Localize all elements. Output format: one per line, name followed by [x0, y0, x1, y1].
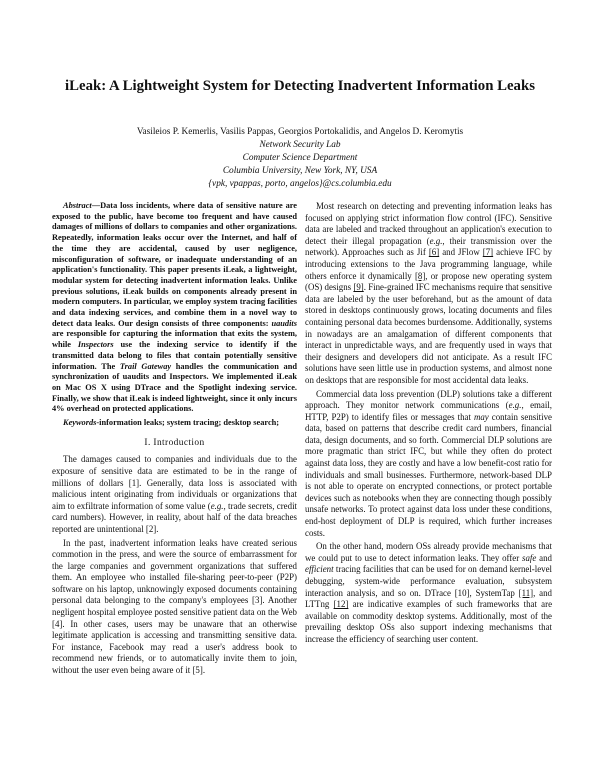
paragraph-text: The damages caused to companies and individuals due to the exposure of sensitive data are estimated to be in the range of millions of dollars [1]. Generally, data loss is associated with malicious intent originating from individuals or organizations that aim to exfiltrate information of some value ( — [52, 454, 297, 511]
intro-paragraph-1 — [52, 454, 297, 535]
paragraph-text: e.g. — [429, 235, 443, 246]
paragraph-text: Commercial data loss prevention (DLP) solutions take a different approach. They monitor network communications ( — [305, 388, 552, 411]
paragraph-text: On the other hand, modern OSs already provide mechanisms that we could put to use to detect information leaks. They offer — [305, 541, 552, 563]
right-paragraph-1 — [305, 201, 552, 387]
paragraph-text: e.g. — [508, 400, 522, 411]
abstract-text: use the indexing service to identify if the transmitted data belong to files that contain potentially sensitive information. The — [52, 340, 298, 371]
abstract-term-trail-gateway: Trail Gateway — [119, 361, 172, 371]
intro-paragraph-2: In the past, inadvertent information leaks have created serious commotion in the press, and were the source of embarrassment for the large companies and government organizations that suffered them. An employee who installed file-sharing peer-to-peer (P2P) software on his laptop, unknowingly exposed documents containing personal data belonging to the company's employees [3]. Another negligent hospital employee posted sensitive patient data on the Web [4]. In other cases, users may be unaware that an otherwise legitimate application is accessing and transmitting sensitive data. For instance, Facebook may read a user's address book to recommend new friends, or to automatically invite them to join, without the user even being aware of it [5]. — [52, 537, 297, 676]
abstract-term-inspectors: Inspectors — [77, 340, 114, 350]
paragraph-text: achieve IFC by introducing extensions to the Java programming language, while others enforce it dynamically — [305, 247, 552, 281]
paragraph-text: , and LTTng — [305, 587, 552, 610]
author-university: Columbia University, New York, NY, USA — [222, 166, 378, 176]
paragraph-text: contain sensitive data, based on patterns that describe credit card numbers, financial data, design documents, and so forth. Commercial DLP solutions are more pragmatic than strict IFC, but while they often do protect against data loss, they are costly and have a low benefit-cost ratio for individuals and small businesses. Furthermore, network-based DLP is not able to operate on encrypted connections, or protect portable devices such as notebooks when they are connecting though possibly unsafe networks. To protect against data loss under these conditions, end-host deployment of DLP is required, which further increases costs. — [305, 411, 552, 538]
citation-link[interactable]: [11] — [518, 587, 534, 598]
right-paragraph-3 — [305, 541, 552, 645]
author-names: Vasileios P. Kemerlis, Vasilis Pappas, Georgios Portokalidis, and Angelos D. Keromytis — [136, 127, 464, 137]
citation-link[interactable]: [6] — [428, 247, 440, 258]
keywords — [52, 418, 297, 429]
paragraph-text: are indicative examples of such frameworks that are available on commodity desktop systems. Additionally, most of the prevailing desktop OSs also support indexing mechanisms that increase the efficiency of searching user content. — [305, 599, 553, 644]
paragraph-text: e.g. — [210, 500, 224, 511]
author-department: Computer Science Department — [242, 153, 358, 163]
author-email: {vpk, vpappas, porto, angelos}@cs.columbia.edu — [208, 179, 392, 189]
paragraph-text: , email, HTTP, P2P) to identify files or messages that — [305, 400, 553, 422]
paper-title: iLeak: A Lightweight System for Detecting Inadvertent Information Leaks — [65, 78, 535, 94]
right-paragraph-2 — [305, 389, 552, 540]
section-heading-introduction: I. Introduction — [144, 437, 205, 448]
paragraph-text: , trade secrets, credit card numbers). However, in reality, about half of the data breaches reported are unintentional [2]. — [52, 500, 297, 534]
paragraph-text: and — [536, 552, 552, 563]
citation-link[interactable]: [7] — [482, 247, 494, 258]
abstract-label: Abstract — [63, 201, 92, 210]
abstract-text: handles the communication and synchronization of uaudits and Inspectors. We implemented iLeak on Mac OS X using DTrace and the Spotlight indexing service. Finally, we show that iLeak is indeed lightweight, since it only incurs 4% overhead on protected applications. — [52, 361, 297, 414]
author-lab: Network Security Lab — [259, 140, 341, 150]
citation-link[interactable]: [12] — [333, 599, 349, 610]
paragraph-text: safe — [522, 552, 537, 563]
paragraph-text: Most research on detecting and preventing information leaks has focused on applying strict information flow control (IFC). Sensitive data are labeled and tracked throughout an application's execution to detect their illegal propagation ( — [305, 201, 552, 246]
paragraph-text: and JFlow — [439, 247, 483, 258]
abstract-text: —Data loss incidents, where data of sensitive nature are exposed to the public, have become too frequent and have caused damages of millions of dollars to companies and other organizations. Repeatedly, information leaks occur over the Internet, and half of the time they are accidental, caused by user negligence, misconfiguration of software, or inadequate understanding of an application's functionality. This paper presents iLeak, a lightweight, modular system for detecting inadvertent information leaks. Unlike previous solutions, iLeak builds on components already present in modern computers. In particular, we employ system tracing facilities and data indexing services, and combine them in a novel way to detect data leaks. Our design consists of three components: — [52, 201, 297, 328]
abstract-text: are responsible for capturing the information that exits the system, while — [52, 329, 297, 350]
paragraph-text: . Fine-grained IFC mechanisms require that sensitive data are labeled by the user beforehand, but as the amount of data stored in desktops continuously grows, locating documents and files containing personal data becomes burdensome. Additionally, systems in nowadays are an amalgamation of different components that interact in unpredictable ways, and are frequently used in ways that their designers and developers did not anticipate. As a result IFC solutions have seen little use in production systems, and almost none on desktops that are responsible for most accidental data leaks. — [305, 282, 552, 385]
left-column — [52, 201, 297, 677]
abstract — [52, 201, 297, 415]
abstract-term-uaudits: uaudits — [271, 318, 297, 328]
right-column — [305, 201, 552, 646]
paragraph-text: , their transmission over the network). Approaches such as Jif — [305, 235, 552, 258]
citation-link[interactable]: [9] — [353, 282, 364, 293]
paragraph-text: , or propose new operating system (OS) designs — [305, 270, 553, 293]
keywords-text: -information leaks; system tracing; desktop search; — [96, 418, 280, 428]
paragraph-text: efficient — [305, 564, 334, 575]
citation-link[interactable]: [8] — [414, 270, 426, 281]
paragraph-text: tracing facilities that can be used for on demand kernel-level debugging, system-wide performance evaluation, subsystem interaction analysis, and so on. DTrace [10], SystemTap — [305, 564, 552, 598]
keywords-label: Keywords — [63, 418, 97, 428]
paragraph-text: may — [473, 411, 489, 422]
author-block — [40, 126, 560, 191]
